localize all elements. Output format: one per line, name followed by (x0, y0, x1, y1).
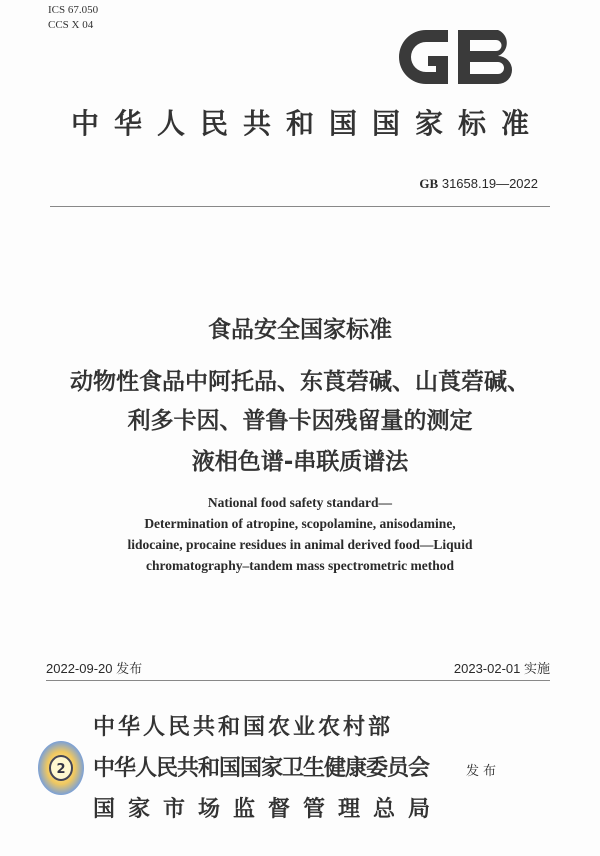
date-divider (46, 680, 550, 681)
issuer-samr: 国家市场监督管理总局 (93, 796, 444, 822)
anti-counterfeit-seal-icon (37, 740, 85, 796)
title-cn-line-1: 食品安全国家标准 (208, 317, 392, 343)
top-divider (50, 206, 550, 207)
implementation-date: 2023-02-01 实施 (453, 661, 550, 676)
title-en-line-1: National food safety standard— (207, 495, 393, 510)
ccs-code: CCS X 04 (48, 19, 94, 31)
standard-category-title: 中华人民共和国国家标准 (70, 107, 544, 140)
issuer-nhc: 中华人民共和国国家卫生健康委员会 (93, 755, 430, 781)
svg-text:2: 2 (56, 762, 66, 777)
title-en-line-4: chromatography–tandem mass spectrometric method (145, 558, 455, 573)
title-en (0, 492, 600, 576)
title-cn-line-3: 利多卡因、普鲁卡因残留量的测定 (127, 408, 473, 434)
title-en-line-2: Determination of atropine, scopolamine, anisodamine, (144, 516, 456, 531)
issue-label: 发布 (466, 764, 501, 779)
issue-date: 2022-09-20 发布 (46, 661, 143, 676)
title-en-line-3: lidocaine, procaine residues in animal derived food—Liquid (127, 537, 473, 552)
title-cn-line-2: 动物性食品中阿托品、东莨菪碱、山莨菪碱、 (70, 369, 530, 395)
issuer-moa: 中华人民共和国农业农村部 (93, 714, 394, 740)
standard-number (419, 176, 538, 192)
title-cn-line-4: 液相色谱-串联质谱法 (191, 449, 409, 475)
number-value: 31658.19—2022 (441, 176, 538, 191)
number-prefix: GB (419, 176, 439, 191)
gb-logo (398, 22, 522, 92)
ics-code: ICS 67.050 (48, 4, 99, 16)
